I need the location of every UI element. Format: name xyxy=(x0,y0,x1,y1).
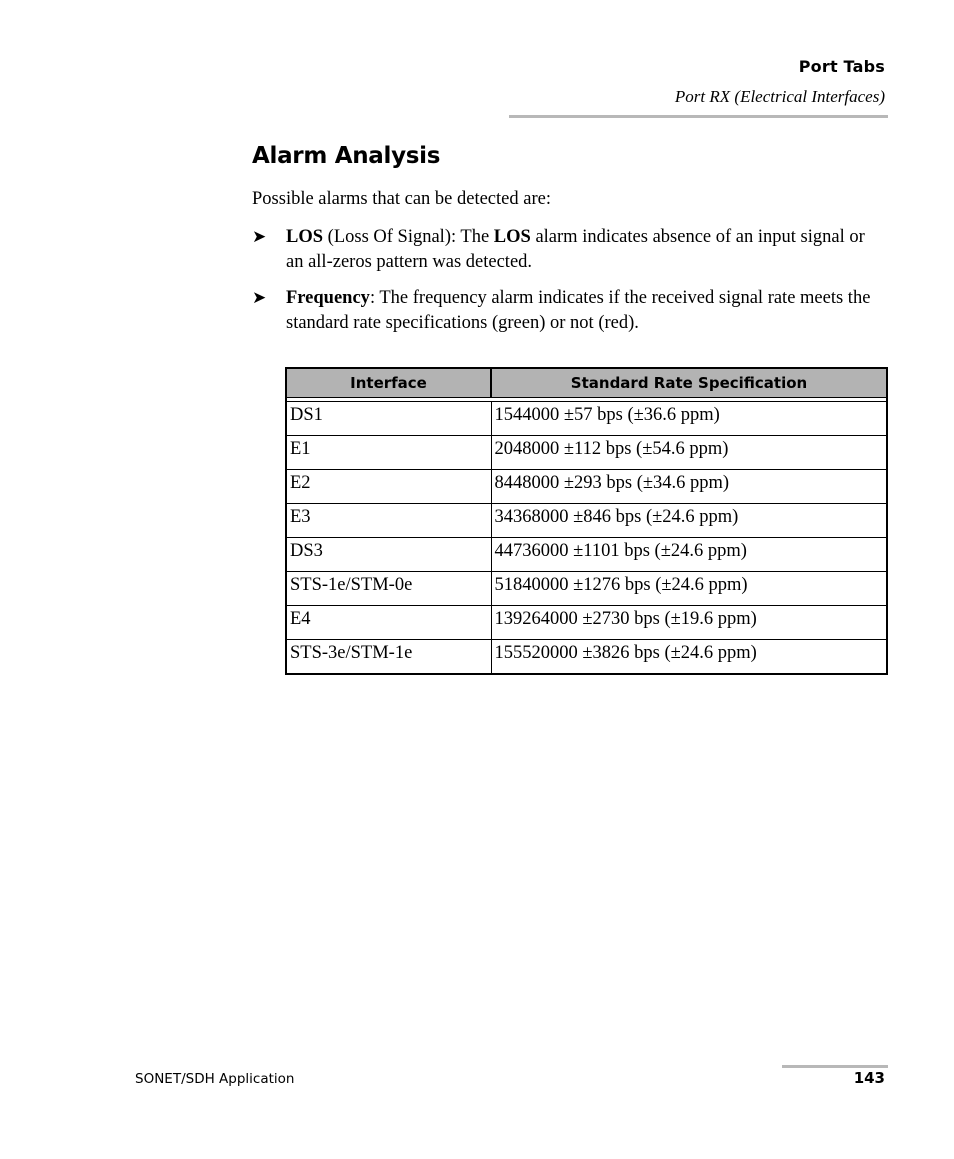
cell-interface: STS-3e/STM-1e xyxy=(286,640,491,675)
footer-doc-title: SONET/SDH Application xyxy=(135,1071,295,1087)
intro-paragraph: Possible alarms that can be detected are: xyxy=(252,189,551,209)
table-row xyxy=(286,606,887,640)
los-text-a: (Loss Of Signal): The xyxy=(323,227,494,247)
col-header-interface: Interface xyxy=(286,368,491,398)
table-row xyxy=(286,538,887,572)
cell-rate: 139264000 ±2730 bps (±19.6 ppm) xyxy=(491,606,887,640)
section-heading: Alarm Analysis xyxy=(252,143,441,169)
cell-rate: 34368000 ±846 bps (±24.6 ppm) xyxy=(491,504,887,538)
frequency-text: : The frequency alarm indicates if the received signal rate meets the standard rate specifications (green) or not (red). xyxy=(286,288,871,333)
cell-interface: DS3 xyxy=(286,538,491,572)
table-row xyxy=(286,436,887,470)
bullet-frequency xyxy=(252,286,872,336)
table-row xyxy=(286,504,887,538)
cell-rate: 44736000 ±1101 bps (±24.6 ppm) xyxy=(491,538,887,572)
header-subtitle: Port RX (Electrical Interfaces) xyxy=(674,87,885,106)
los-text-b: alarm indicates absence of an input signal or an all-zeros pattern was detected. xyxy=(286,227,865,272)
cell-interface: E3 xyxy=(286,504,491,538)
table-row xyxy=(286,640,887,675)
footer-divider xyxy=(782,1065,888,1068)
table-row xyxy=(286,572,887,606)
col-header-rate: Standard Rate Specification xyxy=(491,368,887,398)
cell-rate: 8448000 ±293 bps (±34.6 ppm) xyxy=(491,470,887,504)
cell-interface: E1 xyxy=(286,436,491,470)
cell-rate: 155520000 ±3826 bps (±24.6 ppm) xyxy=(491,640,887,675)
cell-interface: STS-1e/STM-0e xyxy=(286,572,491,606)
bullet-arrow-icon: ➤ xyxy=(252,288,267,308)
term-los: LOS xyxy=(286,227,324,247)
bullet-frequency-text xyxy=(286,286,872,336)
cell-interface: E2 xyxy=(286,470,491,504)
bullet-arrow-icon: ➤ xyxy=(252,227,267,247)
header-title: Port Tabs xyxy=(798,57,885,76)
table-header-row xyxy=(286,368,887,398)
cell-interface: DS1 xyxy=(286,402,491,436)
term-frequency: Frequency xyxy=(286,288,370,308)
cell-rate: 1544000 ±57 bps (±36.6 ppm) xyxy=(491,402,887,436)
term-los-2: LOS xyxy=(493,227,531,247)
cell-rate: 2048000 ±112 bps (±54.6 ppm) xyxy=(491,436,887,470)
rate-spec-table xyxy=(285,367,888,675)
table-row xyxy=(286,402,887,436)
cell-rate: 51840000 ±1276 bps (±24.6 ppm) xyxy=(491,572,887,606)
cell-interface: E4 xyxy=(286,606,491,640)
table-row xyxy=(286,470,887,504)
header-divider xyxy=(509,115,888,118)
bullet-los-text xyxy=(286,225,872,275)
bullet-los xyxy=(252,225,872,275)
page-number: 143 xyxy=(853,1069,885,1087)
